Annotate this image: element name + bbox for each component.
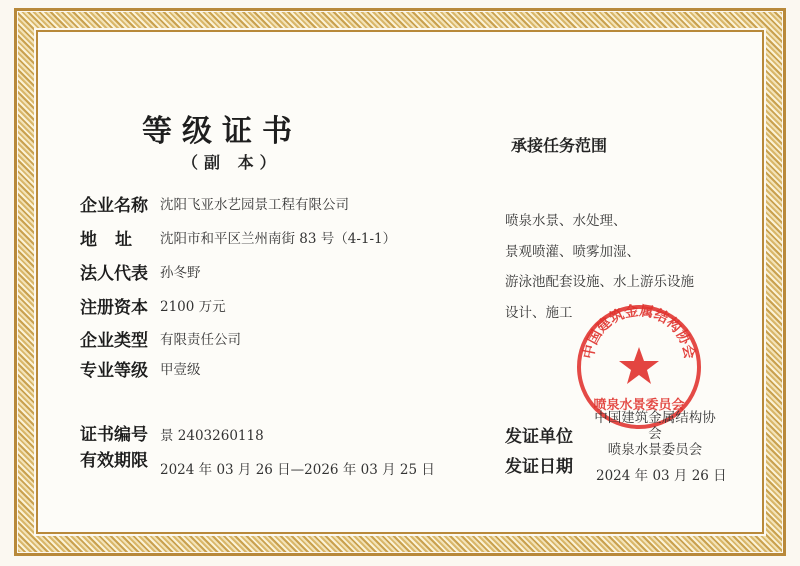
- issuer-label: 发证单位: [505, 427, 573, 447]
- scope-line: 景观喷灌、喷雾加湿、: [505, 244, 640, 260]
- field-label-company-name: 企业名称: [80, 196, 148, 216]
- field-value-legal-rep: 孙冬野: [160, 265, 201, 281]
- issuer-name-line1: 中国建筑金属结构协会: [594, 410, 716, 442]
- field-value-company-name: 沈阳飞亚水艺园景工程有限公司: [160, 197, 349, 213]
- field-label-company-type: 企业类型: [80, 331, 148, 351]
- certificate-subtitle: （副 本）: [182, 153, 282, 172]
- field-value-address: 沈阳市和平区兰州南街 83 号（4-1-1）: [160, 231, 397, 247]
- issue-date-value: 2024 年 03 月 26 日: [596, 468, 727, 484]
- field-label-validity: 有效期限: [80, 451, 148, 471]
- certificate-title: 等级证书: [142, 114, 302, 149]
- field-value-grade: 甲壹级: [160, 362, 201, 378]
- field-value-validity: 2024 年 03 月 26 日—2026 年 03 月 25 日: [160, 462, 435, 478]
- seal-ring-text: 中国建筑金属结构协会: [580, 303, 698, 361]
- issue-date-label: 发证日期: [505, 457, 573, 477]
- scope-line: 喷泉水景、水处理、: [505, 213, 627, 229]
- field-value-company-type: 有限责任公司: [160, 332, 241, 348]
- seal-bottom-text: 喷泉水景委员会: [593, 398, 685, 413]
- field-label-registered-capital: 注册资本: [80, 298, 148, 318]
- field-value-registered-capital: 2100 万元: [160, 299, 226, 315]
- scope-line: 游泳池配套设施、水上游乐设施: [505, 274, 694, 290]
- issuer-name-line2: 喷泉水景委员会: [607, 442, 703, 458]
- seal-star-icon: [619, 347, 659, 384]
- field-label-address: 地址: [80, 230, 150, 250]
- scope-title: 承接任务范围: [511, 136, 608, 155]
- issuer-value: [590, 410, 720, 458]
- field-value-cert-number: 景 2403260118: [160, 428, 264, 444]
- field-label-grade: 专业等级: [80, 361, 148, 381]
- field-label-legal-rep: 法人代表: [80, 264, 148, 284]
- field-label-cert-number: 证书编号: [80, 425, 148, 445]
- scope-line: 设计、施工: [505, 305, 573, 321]
